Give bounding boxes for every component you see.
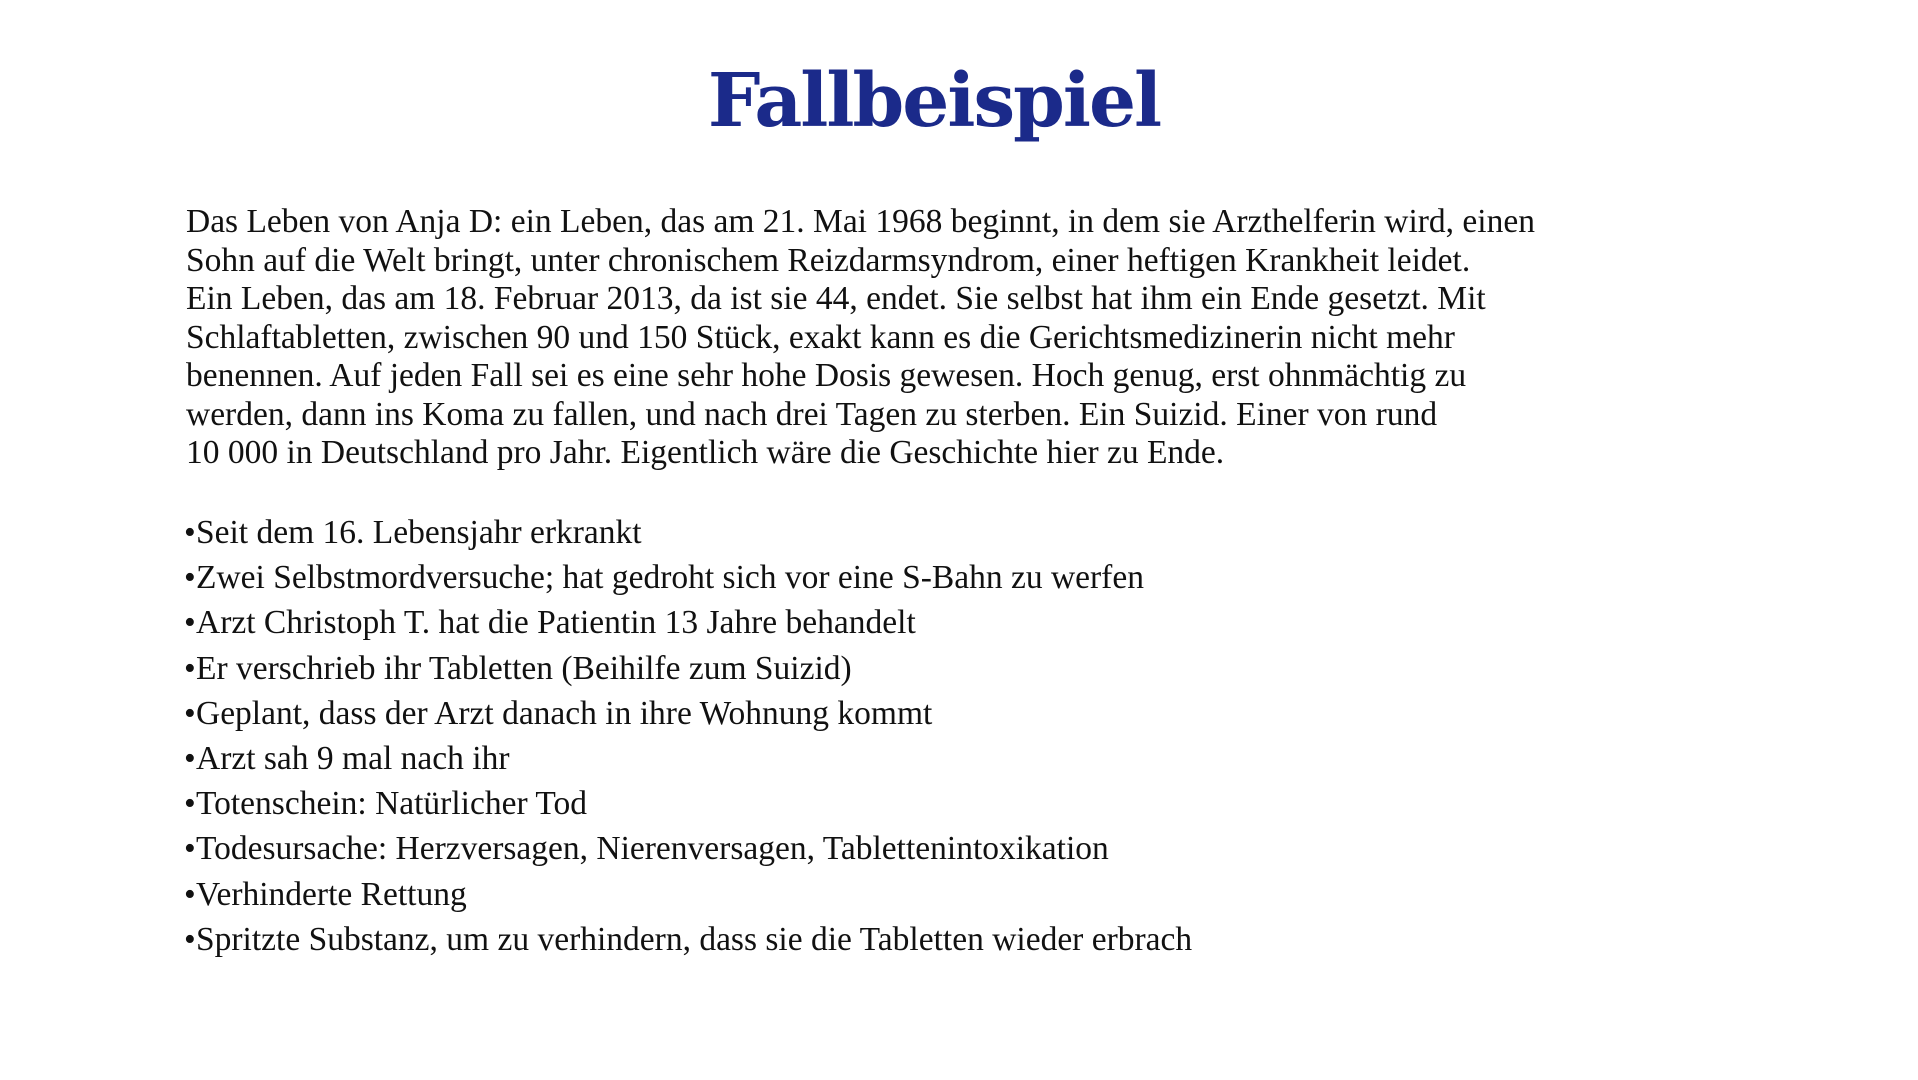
- list-item-text: Zwei Selbstmordversuche; hat gedroht sich vor eine S-Bahn zu werfen: [196, 559, 1144, 597]
- list-item: [184, 826, 1192, 871]
- list-item-text: Arzt Christoph T. hat die Patientin 13 Jahre behandelt: [196, 604, 916, 642]
- bullet-marker: •: [184, 830, 196, 868]
- bullet-marker: •: [184, 514, 196, 551]
- bullet-marker: •: [184, 559, 196, 597]
- paragraph-line: Sohn auf die Welt bringt, unter chronischem Reizdarmsyndrom, einer heftigen Krankheit leidet.: [186, 241, 1471, 279]
- bullet-marker: •: [184, 785, 196, 823]
- list-item-text: Spritzte Substanz, um zu verhindern, dass sie die Tabletten wieder erbrach: [196, 920, 1193, 958]
- paragraph-line: werden, dann ins Koma zu fallen, und nach drei Tagen zu sterben. Ein Suizid. Einer von rund: [186, 395, 1438, 433]
- paragraph-line: Ein Leben, das am 18. Februar 2013, da ist sie 44, endet. Sie selbst hat ihm ein Ende gesetzt. Mit: [186, 280, 1486, 317]
- list-item: [184, 646, 1192, 691]
- paragraph-line: Das Leben von Anja D: ein Leben, das am 21. Mai 1968 beginnt, in dem sie Arzthelferin wird, einen: [186, 203, 1535, 240]
- paragraph-line: Schlaftabletten, zwischen 90 und 150 Stück, exakt kann es die Gerichtsmedizinerin nicht mehr: [186, 318, 1455, 356]
- bullet-marker: •: [184, 739, 196, 777]
- list-item: [184, 510, 1192, 555]
- fact-list: [184, 510, 1192, 962]
- list-item: [184, 555, 1192, 600]
- list-item-text: Verhinderte Rettung: [196, 875, 467, 913]
- list-item-text: Arzt sah 9 mal nach ihr: [196, 739, 510, 777]
- list-item-text: Todesursache: Herzversagen, Nierenversagen, Tablettenintoxikation: [196, 830, 1109, 868]
- bullet-marker: •: [184, 694, 196, 732]
- paragraph-line: benennen. Auf jeden Fall sei es eine sehr hohe Dosis gewesen. Hoch genug, erst ohnmächtig zu: [186, 357, 1467, 394]
- list-item: [184, 600, 1192, 645]
- paragraph-line: 10 000 in Deutschland pro Jahr. Eigentlich wäre die Geschichte hier zu Ende.: [186, 434, 1225, 471]
- bullet-marker: •: [184, 920, 196, 958]
- case-description: [186, 203, 1746, 473]
- slide-title: Fallbeispiel: [707, 58, 1161, 144]
- list-item-text: Er verschrieb ihr Tabletten (Beihilfe zum Suizid): [196, 649, 852, 687]
- bullet-marker: •: [184, 604, 196, 642]
- list-item: [184, 917, 1192, 962]
- bullet-marker: •: [184, 649, 196, 687]
- bullet-marker: •: [184, 875, 196, 913]
- list-item-text: Seit dem 16. Lebensjahr erkrankt: [196, 514, 642, 551]
- list-item-text: Totenschein: Natürlicher Tod: [196, 785, 587, 823]
- list-item-text: Geplant, dass der Arzt danach in ihre Wohnung kommt: [196, 694, 933, 732]
- list-item: [184, 691, 1192, 736]
- list-item: [184, 872, 1192, 917]
- list-item: [184, 781, 1192, 826]
- list-item: [184, 736, 1192, 781]
